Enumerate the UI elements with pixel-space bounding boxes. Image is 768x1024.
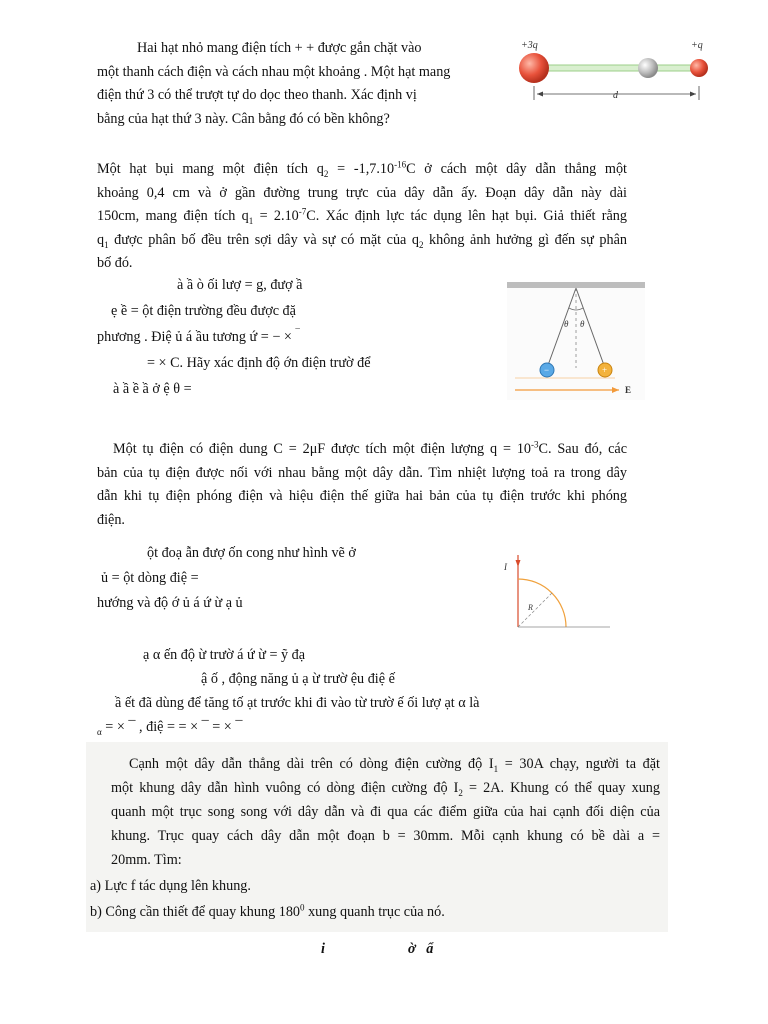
text-line: ủ = ột dòng điệ = <box>101 570 199 586</box>
text-line: $_\alpha$ = × ¯ , điệ = = × ¯ = × ¯ <box>97 719 243 737</box>
problem-7-text <box>111 752 660 872</box>
text-line: à ầ ề ầ ở ệ θ = <box>113 381 192 397</box>
text-line: quanh một trục song song với dây dẫn và đi qua các điểm giữa của hai cạnh đối diện của <box>111 804 660 820</box>
problem-1-text <box>97 37 507 131</box>
text-line: điện. <box>97 511 125 528</box>
text-line: bằng của hạt thứ 3 này. Cân bằng đó có bền không? <box>97 110 390 127</box>
problem-5-text <box>97 541 497 616</box>
figure-pendulum-field <box>507 282 645 400</box>
label-current-I: I <box>504 562 507 572</box>
footer-left-mark: i <box>321 941 325 957</box>
figure-bent-wire <box>500 547 620 633</box>
problem-6-text <box>97 643 687 739</box>
charge-3q <box>519 53 549 83</box>
footer-right-mark: ờ ẩ <box>408 941 434 957</box>
rod-drawing <box>515 36 715 106</box>
text-line: Hai hạt nhỏ mang điện tích + + được gắn chặt vào <box>137 40 422 56</box>
text-line: Cạnh một dây dẫn thẳng dài trên có dòng điện cường độ $I_1 = 30A$ chạy, người ta đặt <box>129 756 660 774</box>
problem-2-text <box>97 158 627 276</box>
label-distance-d: d <box>613 90 618 101</box>
charge-third <box>638 58 658 78</box>
label-minus: − <box>544 365 550 375</box>
label-plus-3q: +3q <box>521 40 538 51</box>
text-line: ậ ố , động năng ủ ạ ừ trườ ệu điệ ế <box>201 671 395 687</box>
text-line: một thanh cách điện và cách nhau một khoảng . Một hạt mang <box>97 63 451 80</box>
label-field-E: E <box>625 385 632 395</box>
label-theta-left: θ <box>564 319 569 329</box>
text-line: Một hạt bụi mang một điện tích $q_2 = -1,7.10^{-16}C$ ở cách một dây dẫn thẳng một <box>97 159 627 179</box>
text-line: bản của tụ điện được nối với nhau bằng một dây dẫn. Tìm nhiệt lượng toả ra trong dây <box>97 464 627 481</box>
text-line: điện thứ 3 có thể trượt tự do dọc theo thanh. Xác định vị <box>97 87 417 103</box>
text-line: à ầ ò ối lượ = g, đượ ầ <box>177 277 303 293</box>
list-item: a) Lực f tác dụng lên khung. <box>90 878 251 894</box>
text-line: khoảng 0,4 cm và ở gần đường trung trực của dây dẫn ấy. Đoạn dây dẫn này dài <box>97 184 627 201</box>
label-plus: + <box>602 365 608 375</box>
text-line: = × C. Hãy xác định độ ớn điện trườ để <box>147 355 371 371</box>
label-theta-right: θ <box>580 319 585 329</box>
text-line: ột đoạ ẫn đượ ốn cong như hình vẽ ở <box>147 545 356 561</box>
text-line: khung. Trục quay cách dây dẫn một đoạn b = 30mm. Mỗi cạnh khung có bề dài a = <box>111 828 660 844</box>
text-line: bố đó. <box>97 255 133 271</box>
problem-3-text <box>97 272 497 402</box>
text-line: một khung dây dẫn hình vuông có dòng điện cường độ $I_2 = 2A$. Khung có thể quay xung <box>111 780 660 798</box>
figure-charges-on-rod <box>515 36 715 106</box>
text-line: 150cm, mang điện tích $q_1 = 2.10^{-7}C$. Xác định lực tác dụng lên hạt bụi. Giả thiết rằng <box>97 206 627 226</box>
text-line: ẹ ề = ột điện trường đều được đặ <box>111 303 296 319</box>
text-line: ạ α ến độ ừ trườ á ứ ừ = ỹ đạ <box>143 647 306 663</box>
problem-4-text <box>97 438 627 532</box>
problem-7-items <box>90 873 650 925</box>
label-radius-R: R <box>528 603 533 612</box>
label-plus-q: +q <box>691 40 703 51</box>
charge-q <box>690 59 708 77</box>
list-item: b) Công cần thiết để quay khung $180^0$ xung quanh trục của nó. <box>90 902 445 920</box>
text-line: 20mm. Tìm: <box>111 852 182 868</box>
text-line: hướng và độ ớ ủ á ứ ừ ạ ủ <box>97 595 243 611</box>
text-line: Một tụ điện có điện dung C = 2μF được tích một điện lượng $q = 10^{-3}C$. Sau đó, các <box>113 439 627 457</box>
text-line: $q_1$ được phân bố đều trên sợi dây và sự có mặt của $q_2$ không ảnh hưởng gì đến sự phân <box>97 231 627 250</box>
pendulum-drawing <box>507 282 645 400</box>
text-line: ầ ết đã dùng để tăng tố ạt trước khi đi vào từ trườ ế ối lượ ạt α là <box>115 695 480 711</box>
text-line: phương . Điệ ủ á ầu tương ứ = − × ¯ <box>97 327 300 345</box>
bent-wire-drawing <box>500 547 620 633</box>
text-line: dẫn khi tụ điện phóng điện và hiệu điện thế giữa hai bản của tụ điện trước khi phóng <box>97 488 627 504</box>
